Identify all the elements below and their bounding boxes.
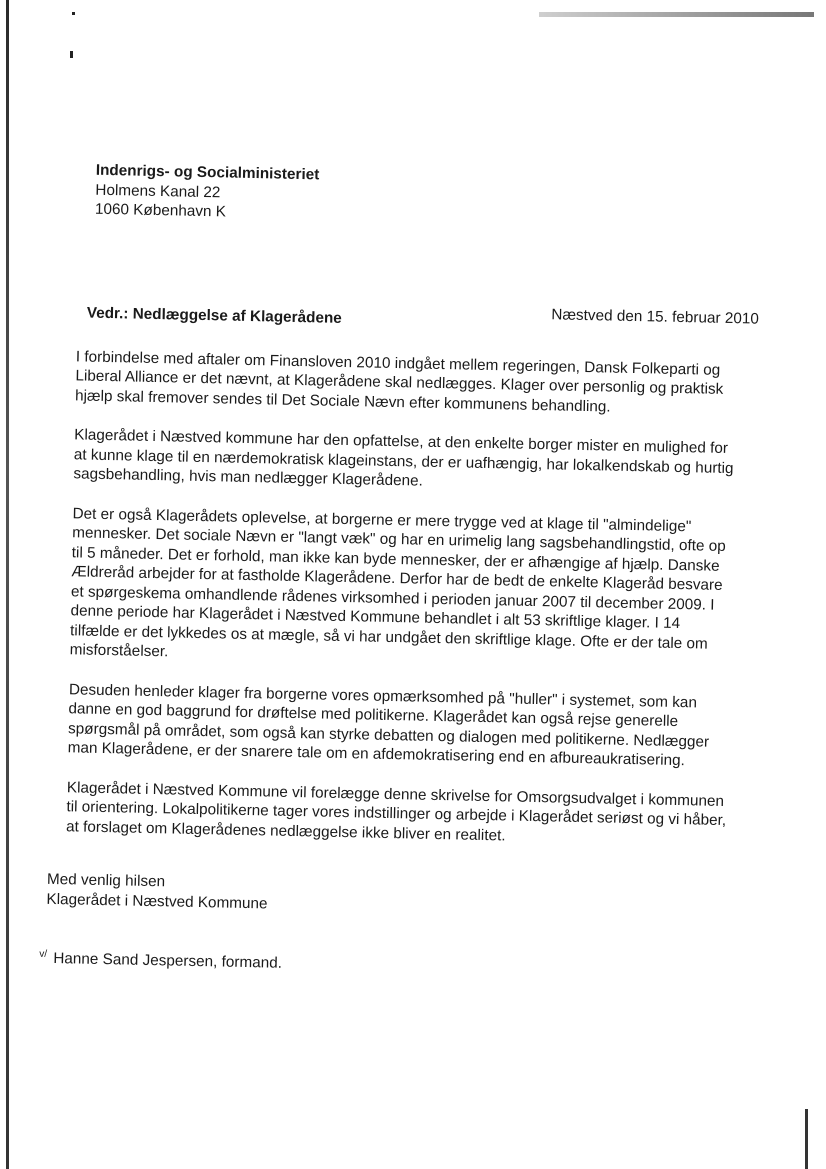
scan-edge-left — [6, 0, 9, 1169]
signature-prefix: v/ — [39, 948, 48, 960]
scan-edge-top-right — [539, 12, 814, 17]
closing — [46, 870, 747, 924]
scan-speck — [70, 51, 73, 58]
date-place: Næstved den 15. februar 2010 — [551, 305, 760, 328]
scan-edge-bottom-right — [805, 1109, 808, 1169]
recipient-street: Holmens Kanal 22 — [95, 181, 221, 201]
body-paragraph: I forbindelse med aftaler om Finansloven 2010 indgået mellem regeringen, Dansk Folkeparti og Liberal Alliance er det nævnt, at Klagerådene skal nedlægges. Klager over personlig og praktisk hjælp skal fremover sendes til Det Sociale Nævn efter kommunens behandling. — [74, 347, 724, 416]
signature — [39, 945, 745, 983]
body-paragraph: Klagerådet i Næstved Kommune vil forelægge denne skrivelse for Omsorgsudvalget i kommunen til orientering. Lokalpolitikerne tager vores indstillinger og arbejde i Klagerådet seriøst og vi håber, at forslaget om Klagerådenes nedlæggelse ikke bliver en realitet. — [65, 778, 727, 844]
letter-page — [39, 160, 762, 983]
recipient-city: 1060 København K — [94, 200, 227, 221]
closing-greeting: Med venlig hilsen — [46, 870, 166, 891]
scan-speck — [72, 12, 75, 15]
subject-line: Vedr.: Nedlæggelse af Klagerådene — [86, 304, 342, 327]
recipient-address — [95, 161, 762, 233]
recipient-name: Indenrigs- og Socialministeriet — [95, 161, 320, 184]
closing-sender: Klagerådet i Næstved Kommune — [46, 890, 268, 912]
signature-name: Hanne Sand Jespersen, formand. — [53, 949, 283, 972]
heading-row — [87, 303, 759, 339]
body-paragraph: Klagerådet i Næstved kommune har den opfattelse, at den enkelte borger mister en mulighed for at kunne klage til en nærdemokratisk klageinstans, der er uafhængig, har lokalkendskab og hurtig sagsbehandling, hvis man nedlægger Klagerådene. — [73, 426, 734, 490]
body-paragraph: Det er også Klagerådets oplevelse, at borgerne er mere trygge ved at klage til "almindelige" mennesker. Det sociale Nævn er "langt væk" og har en urimelig lang sagsbehandlingstid, ofte op til 5 måneder. Det er forhold, man ikke kan byde mennesker, der er afhængige af hjælp. Danske Ældreråd arbejder for at fastholde Klagerådene. Derfor har de bedt de enkelte Klageråd besvare et spørgeskema omhandlende rådenes virksomhed i perioden januar 2007 til december 2009. I denne periode har Klagerådet i Næstved Kommune behandlet i alt 53 skriftlige klager. I 14 tilfælde er det lykkedes os at mægle, så vi har undgået den skriftlige klage. Ofte er der tale om misforståelser. — [69, 504, 726, 661]
body-paragraph: Desuden henleder klager fra borgerne vores opmærksomhed på "huller" i systemet, som kan danne en god baggrund for drøftelse med politikerne. Klagerådet kan også rejse generelle spørgsmål på området, som også kan styrke debatten og dialogen med politikerne. Nedlægger man Klagerådene, er der snarere tale om en afdemokratisering end en afbureaukratisering. — [67, 680, 710, 770]
